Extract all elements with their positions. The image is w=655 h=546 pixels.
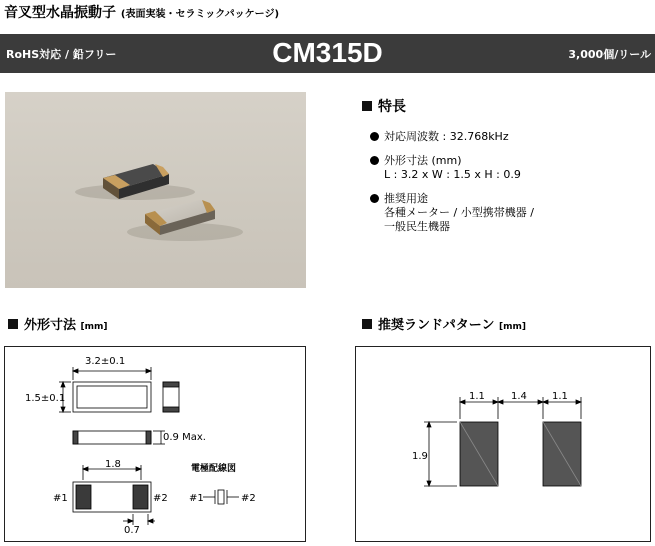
feature-detail: 各種メーター / 小型携帯機器 / [384,206,534,219]
land-width-right-label: 1.1 [552,391,568,402]
features-heading-text: 特長 [378,99,406,115]
feature-dimensions [370,154,534,182]
product-type: 音叉型水晶振動子 [4,5,116,21]
reel-quantity: 3,000個/リール [568,48,651,61]
pin2-label: #2 [153,493,168,504]
pad-width-label: 0.7 [124,525,140,536]
bullet-dot-icon [370,194,379,203]
land-gap-label: 1.4 [511,391,527,402]
height-label: 0.9 Max. [163,432,206,443]
square-bullet-icon [362,319,372,329]
land-pattern-diagram [356,347,650,541]
land-pattern-drawing [355,346,651,542]
crystal-components-image [5,92,306,288]
width-label: 1.5±0.1 [25,393,66,404]
square-bullet-icon [362,101,372,111]
model-banner [0,34,655,73]
feature-text: 推奨用途 [384,192,428,205]
feature-detail: L : 3.2 x W : 1.5 x H : 0.9 [384,168,521,181]
unit-label: [mm] [80,322,108,332]
model-name: CM315D [272,37,383,68]
bullet-dot-icon [370,132,379,141]
features-list [370,130,534,244]
dimensions-heading-text: 外形寸法 [24,318,77,333]
features-heading [362,96,406,116]
land-pattern-heading-text: 推奨ランドパターン [378,318,495,333]
unit-label: [mm] [499,322,526,332]
square-bullet-icon [8,319,18,329]
land-width-left-label: 1.1 [469,391,485,402]
dimensions-heading [8,314,108,333]
pad-pitch-label: 1.8 [105,459,121,470]
rohs-label: RoHS対応 / 鉛フリー [6,48,117,61]
dimension-drawing [4,346,306,542]
bullet-dot-icon [370,156,379,165]
feature-applications [370,192,534,234]
schematic-pin2-label: #2 [241,493,256,504]
land-pattern-heading [362,314,526,333]
schematic-title: 電極配線図 [191,464,237,474]
pin1-label: #1 [53,493,68,504]
schematic-pin1-label: #1 [189,493,204,504]
feature-text: 対応周波数 : 32.768kHz [384,130,509,143]
dimension-diagram [5,347,305,541]
feature-text: 外形寸法 (mm) [384,154,462,167]
length-label: 3.2±0.1 [85,356,126,367]
land-height-label: 1.9 [412,451,428,462]
product-subtitle: (表面実装・セラミックパッケージ) [120,9,280,20]
product-photo [5,92,306,288]
page-title [4,2,279,22]
feature-detail: 一般民生機器 [384,220,450,233]
feature-frequency [370,130,534,144]
